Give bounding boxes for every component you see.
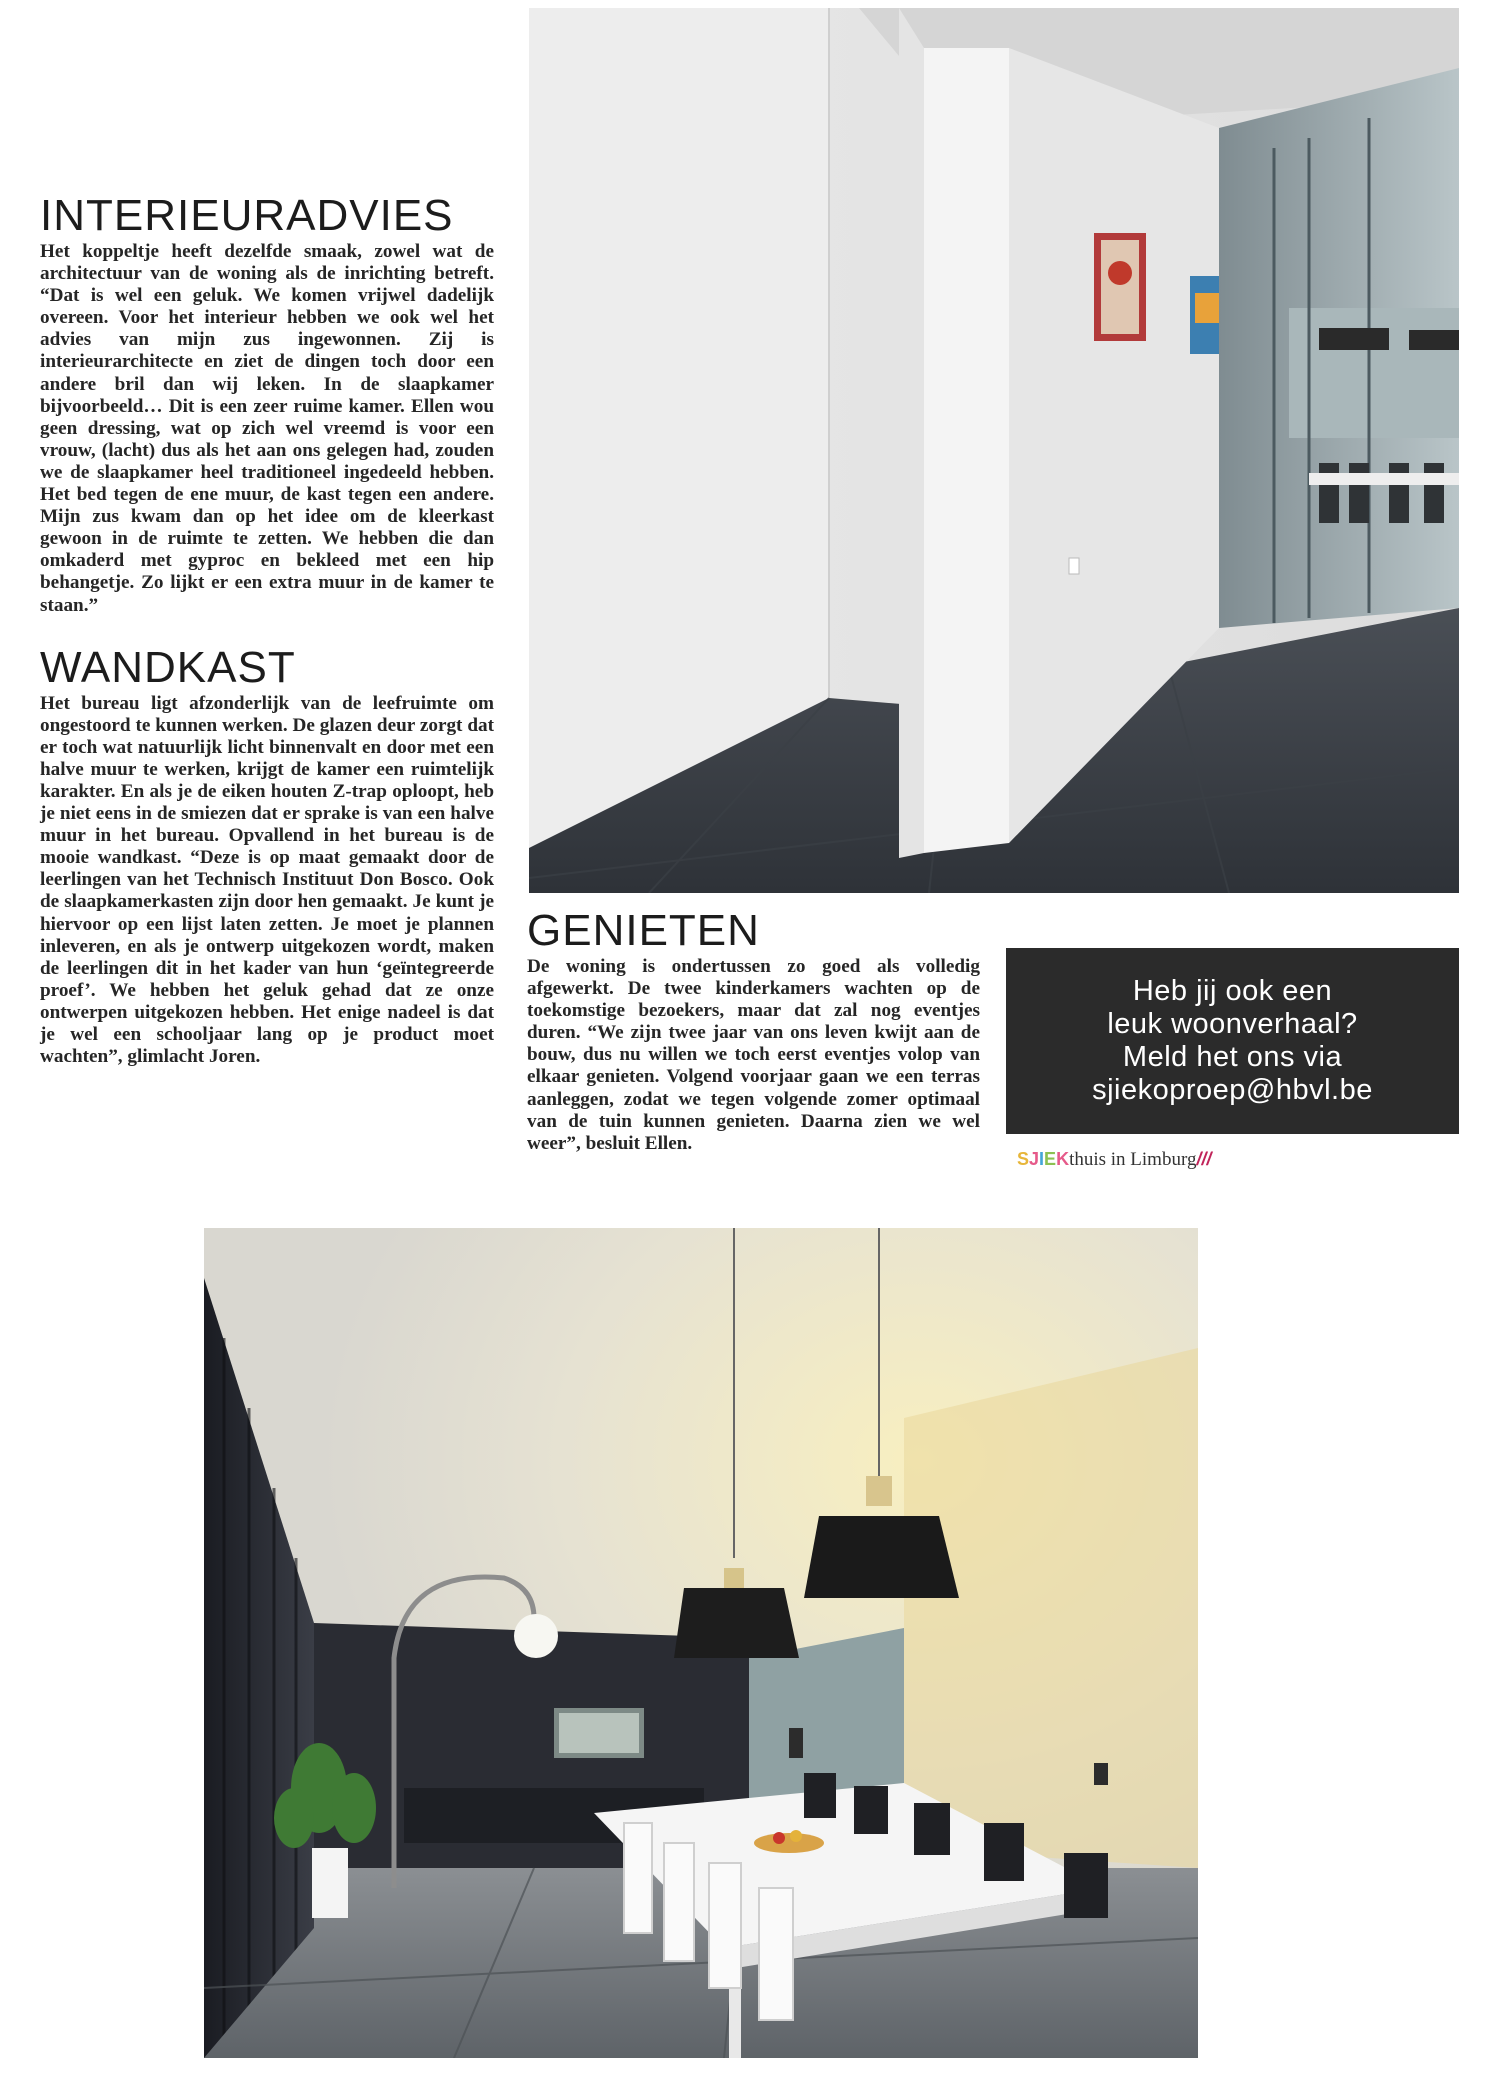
heading-interieuradvies: INTERIEURADVIES (40, 191, 454, 240)
body-genieten: De woning is ondertussen zo goed als volledig afgewerkt. De twee kinderkamers wachten op de toekomstige bezoekers, maar dat zal nog eventjes duren. “We zijn twee jaar van ons leven kwijt aan de bouw, dus nu willen we toch eerst eventjes volop van elkaar genieten. Volgend voorjaar gaan we een terras aanleggen, zodat we tegen volgende zomer optimaal van de tuin kunnen genieten. Daarna zien we wel weer”, besluit Ellen. (527, 956, 980, 1154)
brand-subtitle: thuis in Limburg (1069, 1149, 1197, 1170)
heading-genieten: GENIETEN (527, 906, 760, 955)
column-genieten (527, 908, 980, 1155)
brand-letter-i: I (1039, 1149, 1045, 1169)
dining-room-photo (204, 1228, 1198, 2058)
heading-wandkast: WANDKAST (40, 642, 296, 692)
cta-line-2: leuk woonverhaal? (1107, 1008, 1358, 1040)
column-left (40, 193, 494, 1068)
dining-room-illustration (204, 1228, 1198, 2058)
contact-callout (1006, 948, 1459, 1134)
brand-letter-s: S (1017, 1149, 1030, 1169)
brand-letter-k: K (1056, 1149, 1070, 1169)
body-wandkast: Het bureau ligt afzonderlijk van de leefruimte om ongestoord te kunnen werken. De glazen deur zorgt dat er toch wat natuurlijk licht binnenvalt en door met een halve muur te werken, krijgt de kamer een ruimtelijk karakter. En als je de eiken houten Z-trap oploopt, heb je niet eens in de smiezen dat er sprake is van een halve muur in het bureau. Opvallend in het bureau is de mooie wandkast. “Deze is op maat gemaakt door de leerlingen van het Technisch Instituut Don Bosco. Ook de slaapkamerkasten zijn door hen gemaakt. Je kunt je hiervoor op een lijst laten zetten. Je moet je plannen inleveren, en als je ontwerp uitgekozen wordt, maken de leerlingen dit in het kader van hun ‘geïntegreerde proef’. We hebben het geluk gehad dat ze onze ontwerpen uitgekozen hebben. Het enige nadeel is dat je wel een schooljaar lang op je product moet wachten”, glimlacht Joren. (40, 692, 494, 1068)
cta-email-link[interactable]: sjiekoproep@hbvl.be (1092, 1074, 1373, 1106)
brand-slashes: /// (1196, 1149, 1212, 1169)
cta-line-3: Meld het ons via (1122, 1041, 1343, 1073)
cta-line-1: Heb jij ook een (1132, 975, 1333, 1007)
hallway-photo (529, 8, 1459, 893)
brand-letter-j: J (1029, 1149, 1040, 1169)
brand-tag (1017, 1149, 1211, 1171)
hallway-photo-illustration (529, 8, 1459, 893)
body-interieuradvies: Het koppeltje heeft dezelfde smaak, zowel wat de architectuur van de woning als de inrichting betreft. “Dat is wel een geluk. We komen vrijwel dadelijk overeen. Voor het interieur hebben we ook wel het advies van mijn zus ingewonnen. Zij is interieurarchitecte en ziet de dingen toch door een andere bril dan wij leken. In de slaapkamer bijvoorbeeld… Dit is een zeer ruime kamer. Ellen wou geen dressing, wat op zich wel vreemd is voor een vrouw, (lacht) dus als het aan ons gelegen had, zouden we de slaapkamer heel traditioneel ingedeeld hebben. Het bed tegen de ene muur, de kast tegen een andere. Mijn zus kwam dan op het idee om de kleerkast gewoon in de ruimte te zetten. We hebben die dan omkaderd met gyproc en bekleed met een hip behangetje. Zo lijkt er een extra muur in de kamer te staan.” (40, 241, 494, 616)
brand-letter-e: E (1044, 1149, 1057, 1169)
